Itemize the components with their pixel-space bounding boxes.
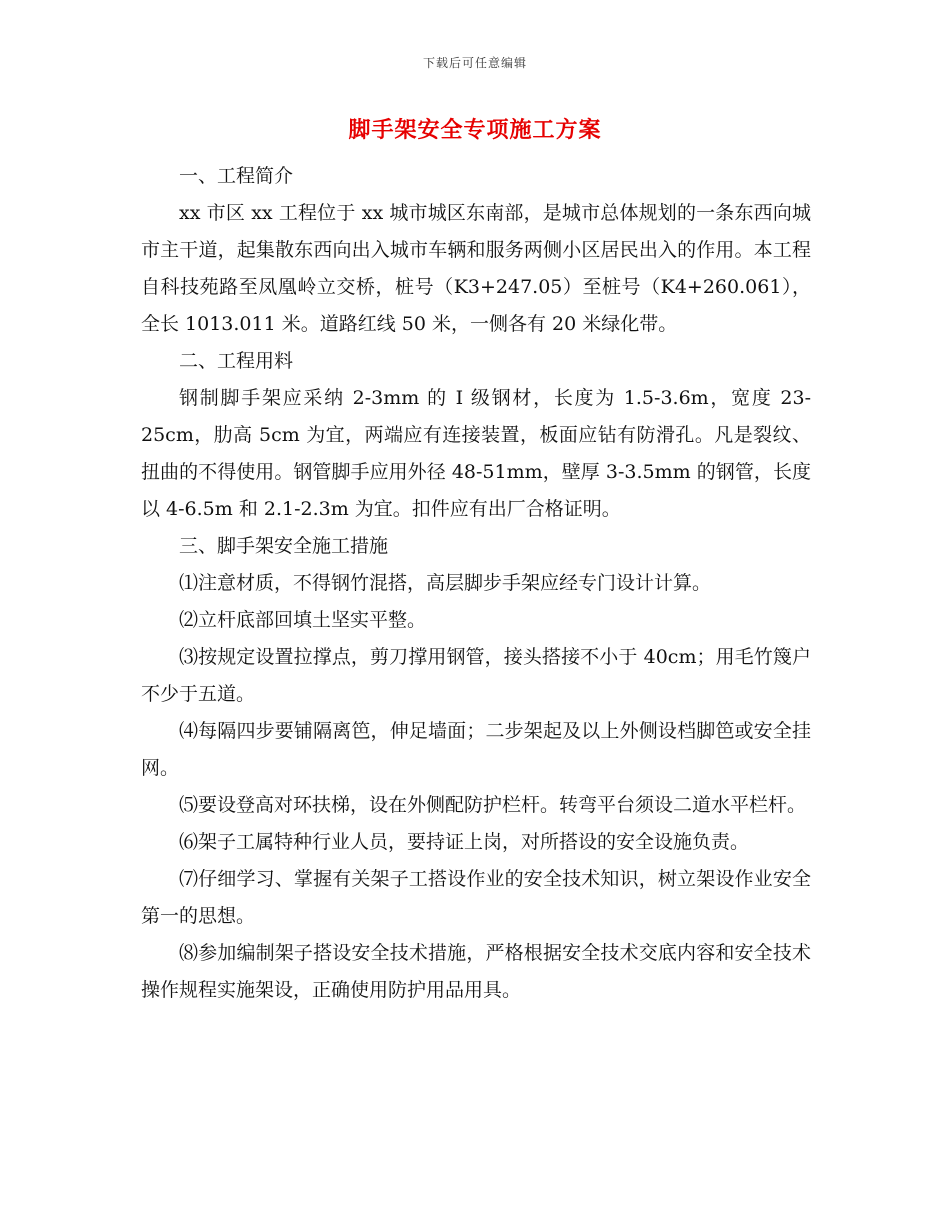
list-item-measure-2: ⑵立杆底部回填土坚实平整。 [179,609,427,631]
list-item-measure-8: ⑻参加编制架子搭设安全技术措施，严格根据安全技术交底内容和安全技术操作规程实施架设，正确使用防护用品用具。 [141,942,811,1001]
document-body [141,158,811,1009]
list-item-measure-6: ⑹架子工属特种行业人员，要持证上岗，对所搭设的安全设施负责。 [179,831,750,853]
document-title: 脚手架安全专项施工方案 [348,117,602,143]
list-item-measure-4: ⑷每隔四步要铺隔离笆，伸足墙面；二步架起及以上外侧设档脚笆或安全挂网。 [141,720,811,779]
list-item-measure-1: ⑴注意材质，不得钢竹混搭，高层脚步手架应经专门设计计算。 [179,572,712,594]
section-heading-safety-measures: 三、脚手架安全施工措施 [179,535,389,557]
header-note: 下载后可任意编辑 [422,56,527,70]
paragraph-overview: xx 市区 xx 工程位于 xx 城市城区东南部，是城市总体规划的一条东西向城市主干道，起集散东西向出入城市车辆和服务两侧小区居民出入的作用。本工程自科技苑路至凤凰岭立交桥，桩号（K3+247.05）至桩号（K4+260.061），全长 1013.011 米。道路红线 50 米，一侧各有 20 米绿化带。 [141,202,811,335]
paragraph-materials: 钢制脚手架应采纳 2-3mm 的 I 级钢材，长度为 1.5-3.6m，宽度 23-25cm，肋高 5cm 为宜，两端应有连接装置，板面应钻有防滑孔。凡是裂纹、扭曲的不得使用。钢管脚手应用外径 48-51mm，壁厚 3-3.5mm 的钢管，长度以 4-6.5m 和 2.1-2.3m 为宜。扣件应有出厂合格证明。 [141,387,811,520]
section-heading-overview: 一、工程简介 [179,165,294,187]
list-item-measure-5: ⑸要设登高对环扶梯，设在外侧配防护栏杆。转弯平台须设二道水平栏杆。 [179,794,807,816]
list-item-measure-3: ⑶按规定设置拉撑点，剪刀撑用钢管，接头搭接不小于 40cm；用毛竹篾户不少于五道。 [141,646,811,705]
list-item-measure-7: ⑺仔细学习、掌握有关架子工搭设作业的安全技术知识，树立架设作业安全第一的思想。 [141,868,811,927]
section-heading-materials: 二、工程用料 [179,350,294,372]
